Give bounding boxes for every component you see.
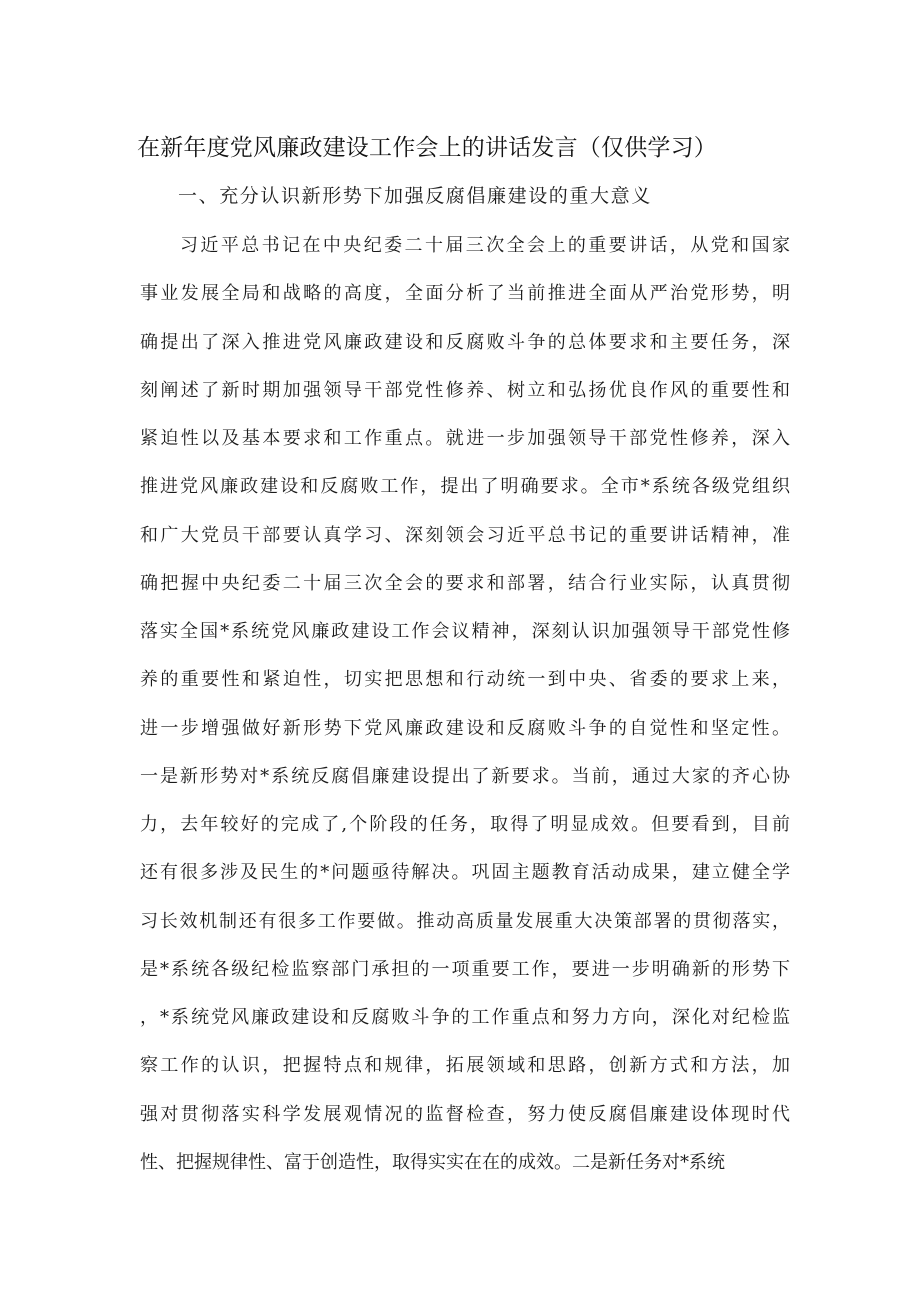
text-line: 还有很多涉及民生的*问题亟待解决。巩固主题教育活动成果，建立健全学: [140, 862, 790, 884]
section-heading: 一、充分认识新形势下加强反腐倡廉建设的重大意义: [178, 185, 652, 207]
text-line: 推进党风廉政建设和反腐败工作，提出了明确要求。全市*系统各级党组织: [140, 476, 790, 498]
text-line: 力，去年较好的完成了,个阶段的任务，取得了明显成效。但要看到，目前: [140, 814, 790, 835]
text-line: 是*系统各级纪检监察部门承担的一项重要工作，要进一步明确新的形势下: [140, 958, 790, 980]
document-title: 在新年度党风廉政建设工作会上的讲话发言（仅供学习）: [137, 135, 717, 161]
text-line: 和广大党员干部要认真学习、深刻领会习近平总书记的重要讲话精神，准: [140, 524, 790, 546]
text-line: 紧迫性以及基本要求和工作重点。就进一步加强领导干部党性修养，深入: [140, 428, 790, 449]
text-line: ，*系统党风廉政建设和反腐败斗争的工作重点和努力方向，深化对纪检监: [140, 1007, 790, 1028]
text-line: 察工作的认识，把握特点和规律，拓展领域和思路，创新方式和方法，加: [140, 1055, 790, 1077]
text-line: 强对贯彻落实科学发展观情况的监督检查，努力使反腐倡廉建设体现时代: [140, 1103, 790, 1125]
text-line: 确把握中央纪委二十届三次全会的要求和部署，结合行业实际，认真贯彻: [140, 572, 790, 594]
text-line: 习近平总书记在中央纪委二十届三次全会上的重要讲话，从党和国家: [180, 235, 790, 256]
text-line: 进一步增强做好新形势下党风廉政建设和反腐败斗争的自觉性和坚定性。: [140, 717, 790, 739]
text-line: 刻阐述了新时期加强领导干部党性修养、树立和弘扬优良作风的重要性和: [140, 379, 790, 401]
text-line: 确提出了深入推进党风廉政建设和反腐败斗争的总体要求和主要任务，深: [140, 331, 790, 353]
text-line: 性、把握规律性、富于创造性，取得实实在在的成效。二是新任务对*系统: [140, 1151, 725, 1173]
text-line: 事业发展全局和战略的高度，全面分析了当前推进全面从严治党形势，明: [140, 283, 790, 305]
body-text: [140, 226, 790, 1191]
text-line: 一是新形势对*系统反腐倡廉建设提出了新要求。当前，通过大家的齐心协: [140, 765, 790, 787]
text-line: 养的重要性和紧迫性，切实把思想和行动统一到中央、省委的要求上来，: [140, 669, 790, 691]
text-line: 习长效机制还有很多工作要做。推动高质量发展重大决策部署的贯彻落实，: [140, 910, 790, 932]
text-line: 落实全国*系统党风廉政建设工作会议精神，深刻认识加强领导干部党性修: [140, 621, 790, 642]
